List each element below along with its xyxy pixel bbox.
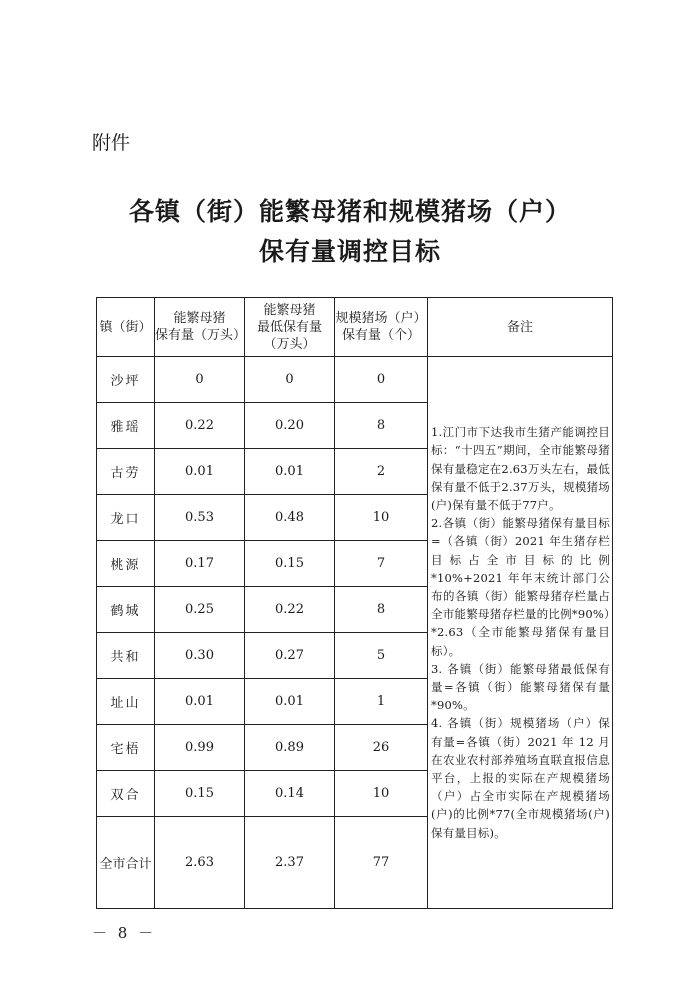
cell-sow: 0.01 [155, 449, 245, 495]
cell-farms: 10 [335, 771, 428, 817]
header-town: 镇（街） [97, 298, 155, 357]
note-3: 3. 各镇（街）能繁母猪最低保有量=各镇（街）能繁母猪保有量*90%。 [431, 661, 610, 713]
cell-town: 桃源 [97, 541, 155, 587]
cell-sow: 0.25 [155, 587, 245, 633]
cell-town: 双合 [97, 771, 155, 817]
cell-min-sow: 0.01 [245, 449, 335, 495]
note-2: 2.各镇（街）能繁母猪保有量目标=（各镇（街）2021 年生猪存栏目标占全市目标的比例*10%+2021 年年末统计部门公布的各镇（街）能繁母猪存栏量占全市能繁母猪存栏量的比例*90%）*2.63（全市能繁母猪保有量目标）。 [431, 516, 610, 658]
cell-min-sow: 0.89 [245, 725, 335, 771]
cell-farms: 0 [335, 357, 428, 403]
cell-town: 沙坪 [97, 357, 155, 403]
document-title-line1: 各镇（街）能繁母猪和规模猪场（户） [128, 197, 571, 226]
cell-sow: 0.30 [155, 633, 245, 679]
cell-town: 龙口 [97, 495, 155, 541]
cell-sow: 0.22 [155, 403, 245, 449]
cell-min-sow: 0.14 [245, 771, 335, 817]
attachment-label: 附件 [92, 132, 131, 154]
cell-min-sow: 0.22 [245, 587, 335, 633]
cell-min-sow: 0 [245, 357, 335, 403]
cell-min-sow: 0.27 [245, 633, 335, 679]
cell-sow: 0.01 [155, 679, 245, 725]
cell-farms: 10 [335, 495, 428, 541]
note-4: 4. 各镇（街）规模猪场（户）保有量=各镇（街）2021 年 12 月在农业农村部养殖场直联直报信息平台，上报的实际在产规模猪场（户）占全市实际在产规模猪场(户)的比例*77(全市规模猪场(户)保有量目标)。 [431, 716, 610, 840]
cell-farms: 7 [335, 541, 428, 587]
cell-total-min-sow: 2.37 [245, 817, 335, 909]
cell-farms: 1 [335, 679, 428, 725]
cell-total-label: 全市合计 [97, 817, 155, 909]
cell-town: 雅瑶 [97, 403, 155, 449]
notes-cell [428, 357, 613, 909]
header-min-sow: 能繁母猪 最低保有量 （万头） [245, 298, 335, 357]
header-farms: 规模猪场（户） 保有量（个） [335, 298, 428, 357]
cell-total-sow: 2.63 [155, 817, 245, 909]
table-row [97, 357, 613, 403]
cell-sow: 0.15 [155, 771, 245, 817]
cell-town: 古劳 [97, 449, 155, 495]
cell-sow: 0.17 [155, 541, 245, 587]
table-header-row [97, 298, 613, 357]
target-table [96, 297, 613, 909]
cell-sow: 0 [155, 357, 245, 403]
header-notes: 备注 [428, 298, 613, 357]
cell-total-farms: 77 [335, 817, 428, 909]
cell-sow: 0.99 [155, 725, 245, 771]
cell-sow: 0.53 [155, 495, 245, 541]
cell-min-sow: 0.01 [245, 679, 335, 725]
cell-farms: 8 [335, 587, 428, 633]
cell-farms: 5 [335, 633, 428, 679]
cell-min-sow: 0.15 [245, 541, 335, 587]
cell-farms: 26 [335, 725, 428, 771]
note-1: 1.江门市下达我市生猪产能调控目标：“十四五”期间，全市能繁母猪保有量稳定在2.63万头左右，最低保有量不低于2.37万头，规模猪场(户)保有量不低于77户。 [431, 425, 610, 512]
cell-farms: 8 [335, 403, 428, 449]
document-title-line2: 保有量调控目标 [258, 237, 441, 266]
cell-town: 共和 [97, 633, 155, 679]
cell-min-sow: 0.20 [245, 403, 335, 449]
cell-town: 宅梧 [97, 725, 155, 771]
page-number: － 8 － [92, 924, 157, 942]
header-sow: 能繁母猪 保有量（万头） [155, 298, 245, 357]
cell-min-sow: 0.48 [245, 495, 335, 541]
cell-town: 址山 [97, 679, 155, 725]
cell-farms: 2 [335, 449, 428, 495]
cell-town: 鹤城 [97, 587, 155, 633]
